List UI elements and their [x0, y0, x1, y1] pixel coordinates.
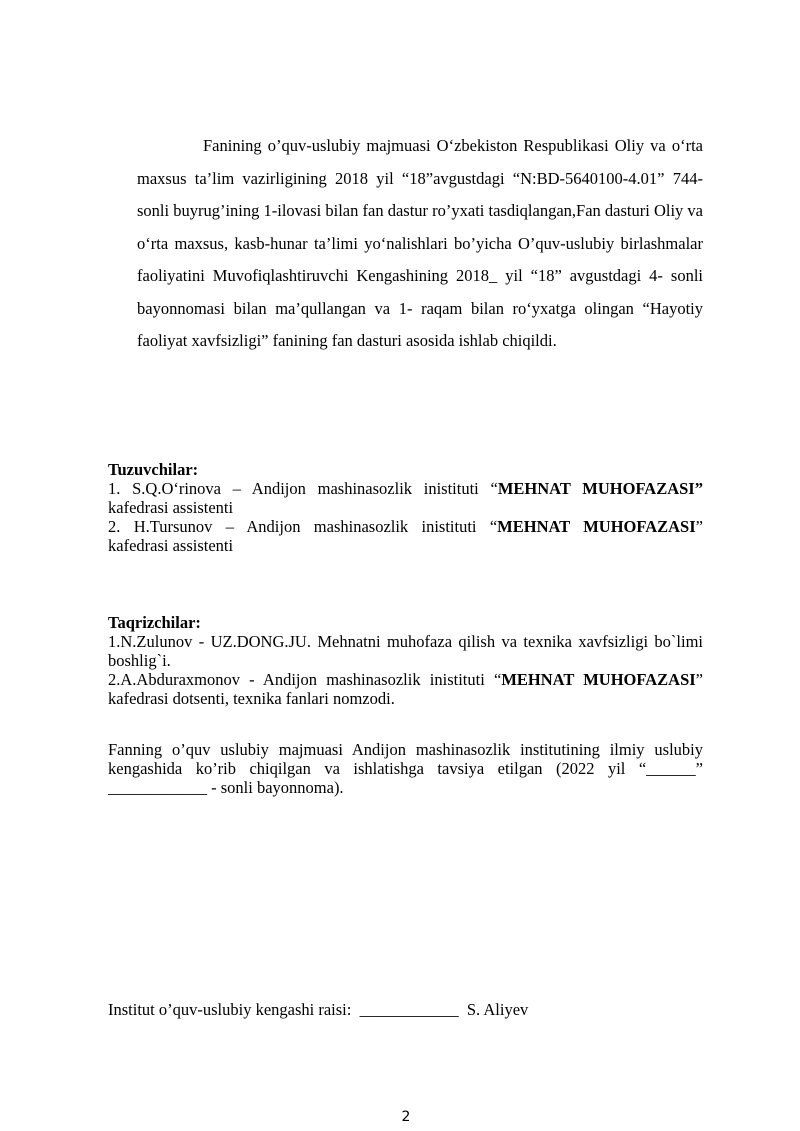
signature-name: S. Aliyev [466, 1000, 529, 1019]
page-number: 2 [401, 1109, 411, 1125]
author-2-prefix: 2. H.Tursunov – Andijon mashinasozlik inistituti “ [108, 517, 498, 536]
reviewer-2-department: MEHNAT MUHOFAZASI [501, 670, 696, 689]
reviewer-2-prefix: 2.A.Abduraxmonov - Andijon mashinasozlik inistituti “ [108, 670, 502, 689]
intro-paragraph: Fanining o’quv-uslubiy majmuasi O‘zbekiston Respublikasi Oliy va o‘rta maxsus ta’lim vazirligining 2018 yil “18”avgustdagi “N:BD-5640100-4.01” 744-sonli buyrug’ining 1-ilovasi bilan fan dastur ro’yxati tasdiqlangan,Fan dasturi Oliy va o‘rta maxsus, kasb-hunar ta’limi yo‘nalishlari bo’yicha O’quv-uslubiy birlashmalar faoliyatini Muvofiqlashtiruvchi Kengashining 2018_ yil “18” avgustdagi 4- sonli bayonnomasi bilan ma’qullangan va 1- raqam bilan ro‘yxatga olingan “Hayotiy faoliyat xavfsizligi” fanining fan dasturi asosida ishlab chiqildi. [137, 136, 703, 350]
approval-section [108, 740, 703, 797]
reviewer-2-suffix: ” kafedrasi dotsenti, texnika fanlari nomzodi. [108, 670, 703, 708]
reviewers-heading: Taqrizchilar: [108, 613, 201, 632]
author-2-suffix: ” kafedrasi assistenti [108, 517, 703, 555]
reviewers-section [108, 613, 703, 708]
authors-section [108, 460, 703, 555]
authors-heading: Tuzuvchilar: [108, 460, 199, 479]
signature-line [108, 1000, 528, 1019]
signature-label: Institut o’quv-uslubiy kengashi raisi: [108, 1000, 352, 1019]
reviewer-item-1: 1.N.Zulunov - UZ.DONG.JU. Mehnatni muhofaza qilish va texnika xavfsizligi bo`limi boshlig`i. [108, 632, 703, 670]
signature-blank: ____________ [359, 1000, 459, 1019]
reviewer-item-2 [108, 670, 703, 708]
author-2-department: MEHNAT MUHOFAZASI [497, 517, 696, 536]
author-1-prefix: 1. S.Q.O‘rinova – Andijon mashinasozlik inistituti “ [108, 479, 498, 498]
author-item-2 [108, 517, 703, 555]
author-1-department: MEHNAT MUHOFAZASI” [497, 479, 703, 498]
author-1-suffix: kafedrasi assistenti [108, 498, 234, 517]
approval-paragraph: Fanning o’quv uslubiy majmuasi Andijon mashinasozlik institutining ilmiy uslubiy kengashida ko’rib chiqilgan va ishlatishga tavsiya etilgan (2022 yil “______” ____________ - sonli bayonnoma). [108, 740, 703, 797]
author-item-1 [108, 479, 703, 517]
